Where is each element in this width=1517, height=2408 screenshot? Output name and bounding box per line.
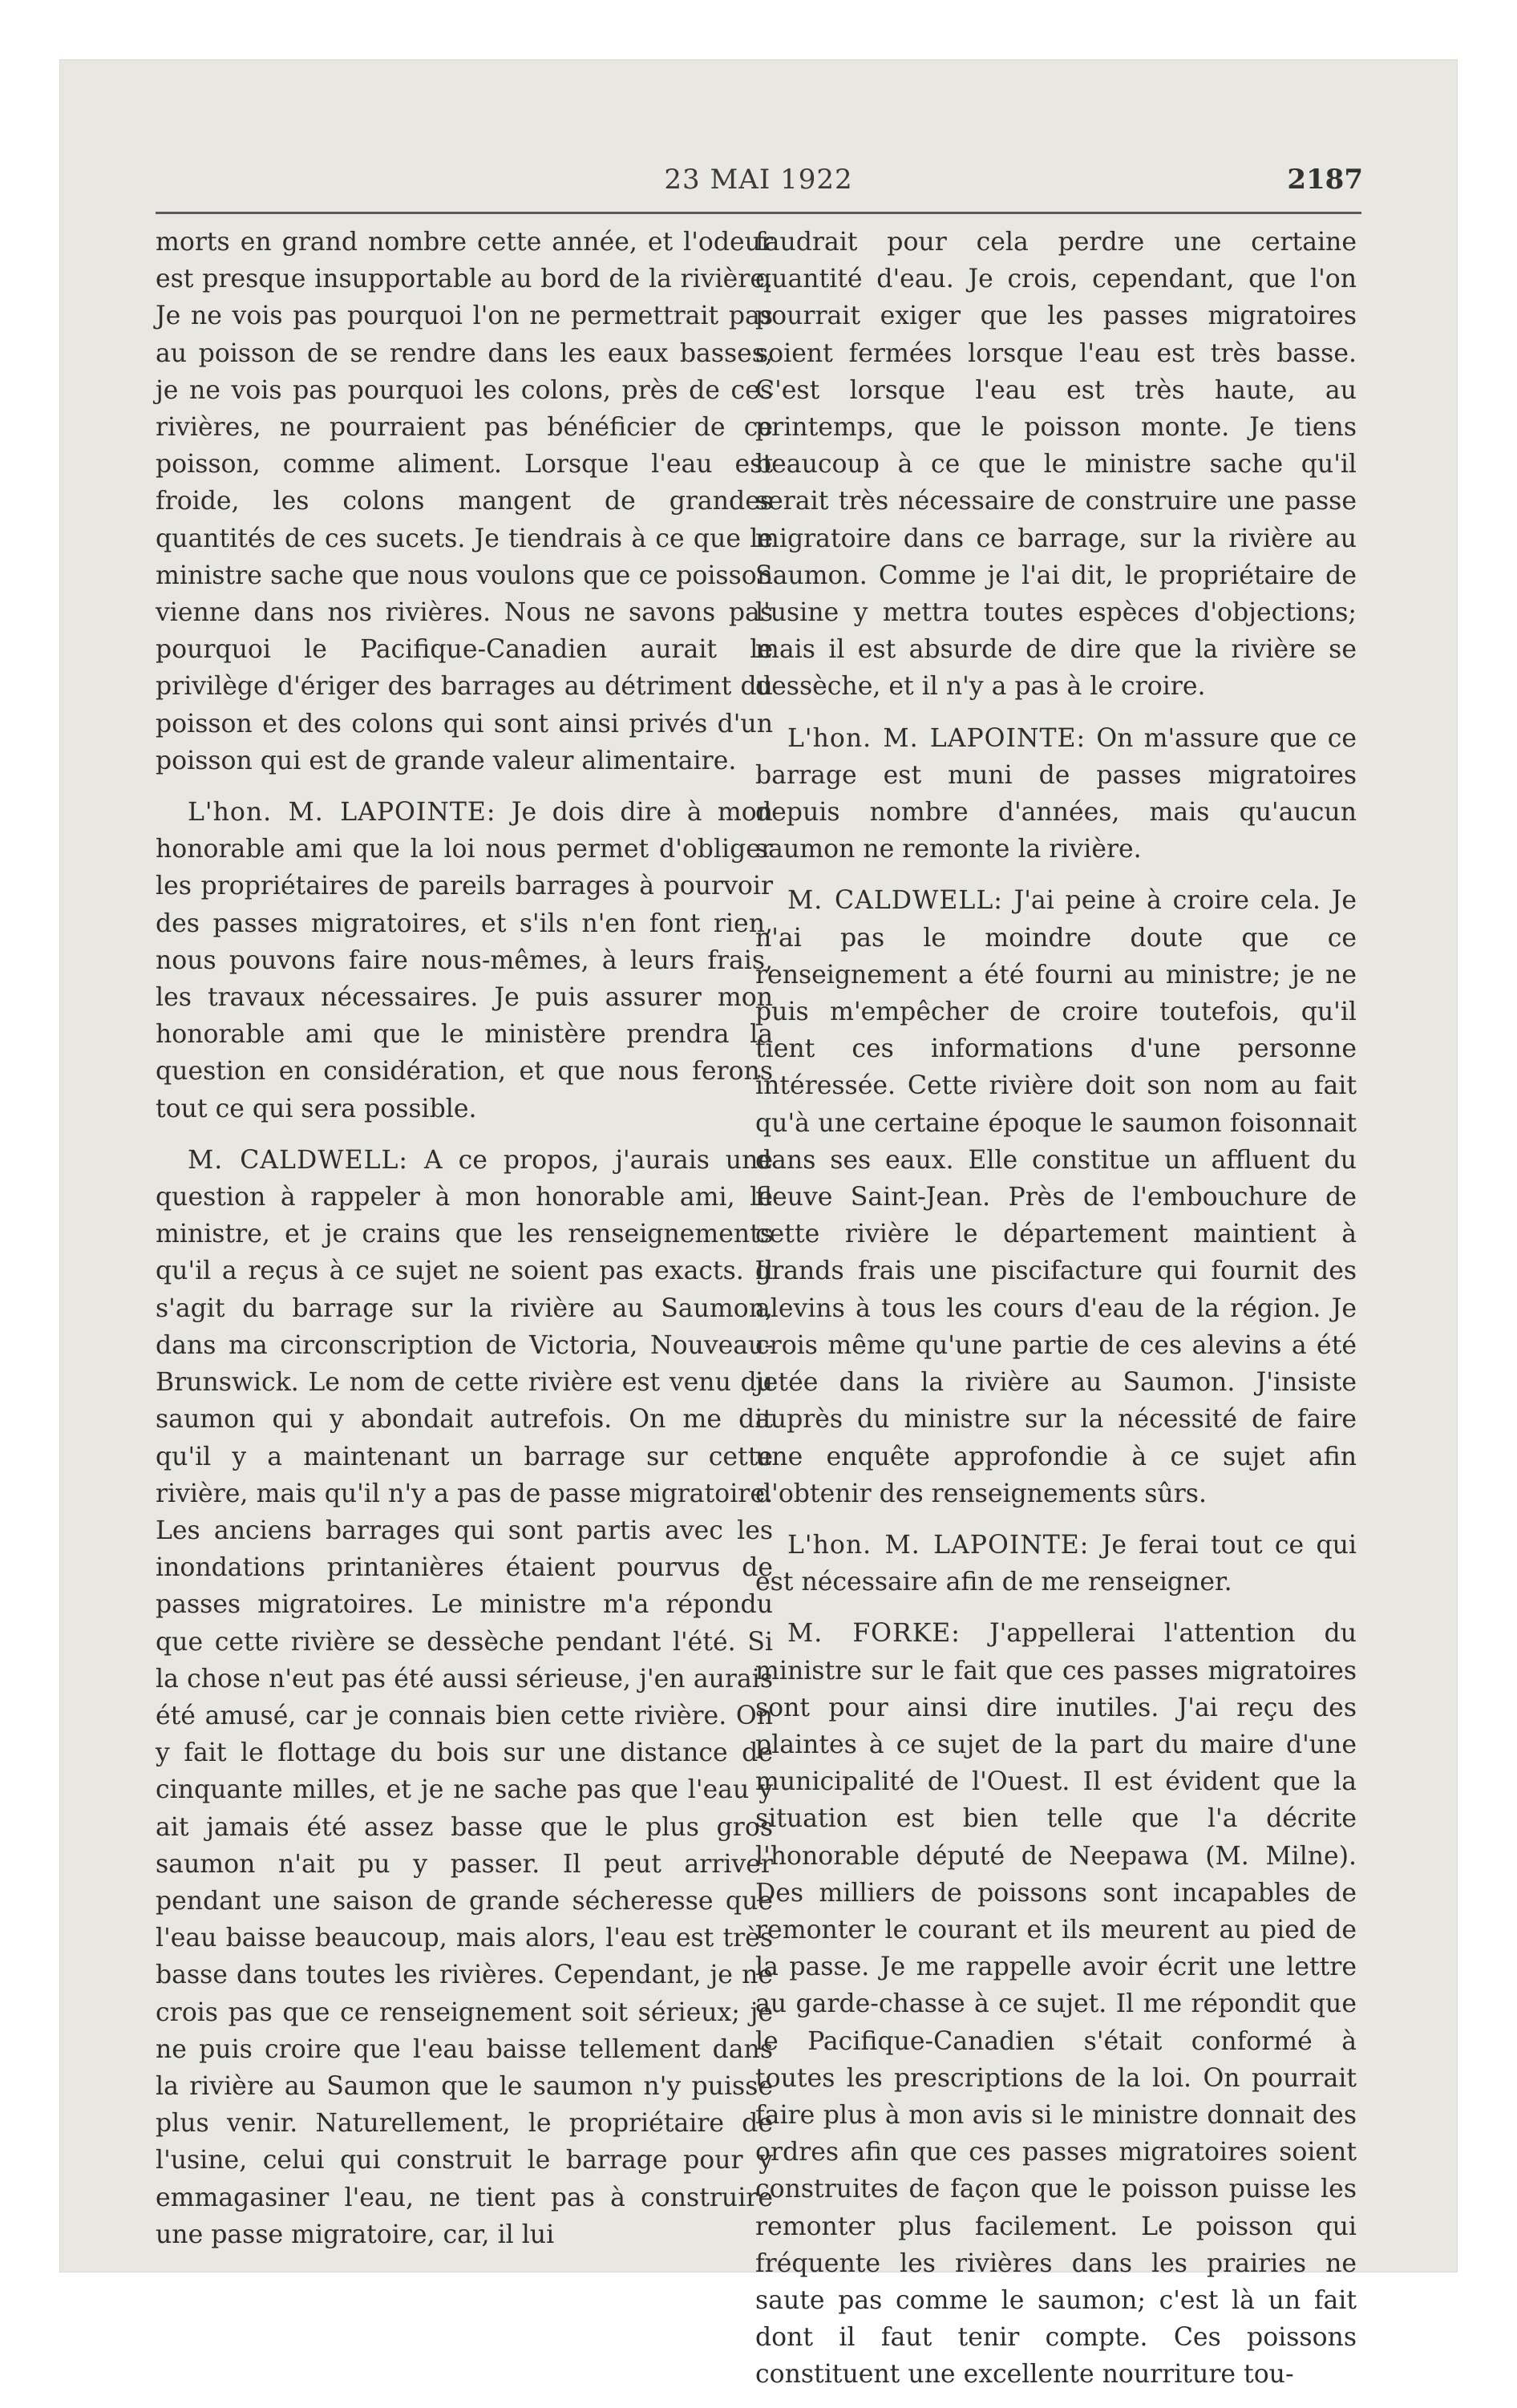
paragraph: faudrait pour cela perdre une certaine quantité d'eau. Je crois, cependant, que l'on pourrait exiger que les passes migratoires soient fermées lorsque l'eau est très basse. C'est lorsque l'eau est très haute, au printemps, que le poisson monte. Je tiens beaucoup à ce que le ministre sache qu'il serait très nécessaire de construire une passe migratoire dans ce barrage, sur la rivière au Saumon. Comme je l'ai dit, le propriétaire de l'usine y mettra toutes espèces d'objections; mais il est absurde de dire que la rivière se dessèche, et il n'y a pas à le croire. bbox=[755, 228, 1357, 702]
header-date: 23 MAI 1922 bbox=[664, 164, 853, 196]
paragraph bbox=[755, 720, 1357, 868]
paragraph bbox=[755, 1615, 1357, 2393]
speech-text: Je dois dire à mon honorable ami que la loi nous permet d'obliger les propriétaires de pareils barrages à pourvoir des passes migratoires, et s'ils n'en font rien, nous pouvons faire nous-mêmes, à leurs frais, les travaux nécessaires. Je puis assurer mon honorable ami que le ministère prendra la question en considération, et que nous ferons tout ce qui sera possible. bbox=[156, 798, 774, 1123]
paragraph bbox=[755, 1527, 1357, 1601]
speech-text: J'ai peine à croire cela. Je n'ai pas le moindre doute que ce renseignement a été fourni au ministre; je ne puis m'empêcher de croire toutefois, qu'il tient ces informations d'une personne intéressée. Cette rivière doit son nom au fait qu'à une certaine époque le saumon foisonnait dans ses eaux. Elle constitue un affluent du fleuve Saint-Jean. Près de l'embouchure de cette rivière le département maintient à grands frais une piscifacture qui fournit des alevins à tous les cours d'eau de la région. Je crois même qu'une partie de ces alevins a été jetée dans la rivière au Saumon. J'insiste auprès du ministre sur la nécessité de faire une enquête approfondie à ce sujet afin d'obtenir des renseignements sûrs. bbox=[755, 886, 1357, 1508]
paragraph bbox=[156, 794, 773, 1127]
page-header bbox=[59, 164, 1458, 212]
speech-text: Je ferai tout ce qui est nécessaire afin de me renseigner. bbox=[755, 1530, 1357, 1597]
speaker-name: L'hon. M. LAPOINTE: bbox=[787, 1530, 1090, 1560]
speech-text: J'appellerai l'attention du ministre sur le fait que ces passes migratoires sont pour ainsi dire inutiles. J'ai reçu des plaintes à ce sujet de la part du maire d'une municipalité de l'Ouest. Il est évident que la situation est bien telle que l'a décrite l'honorable député de Neepawa (M. Milne). Des milliers de poissons sont incapables de remonter le courant et ils meurent au pied de la passe. Je me rappelle avoir écrit une lettre au garde-chasse à ce sujet. Il me répondit que le Pacifique-Canadien s'était conformé à toutes les prescriptions de la loi. On pourrait faire plus à mon avis si le ministre donnait des ordres afin que ces passes migratoires soient construites de façon que le poisson puisse les remonter plus facilement. Le poisson qui fréquente les rivières dans les prairies ne saute pas comme le saumon; c'est là un fait dont il faut tenir compte. Ces poissons constituent une excellente nourriture tou- bbox=[755, 1619, 1357, 2390]
speaker-name: L'hon. M. LAPOINTE: bbox=[188, 798, 496, 828]
document-page bbox=[59, 59, 1458, 2390]
right-column bbox=[755, 224, 1357, 2408]
paragraph bbox=[156, 1142, 773, 2253]
paragraph: morts en grand nombre cette année, et l'odeur est presque insupportable au bord de la rivière. Je ne vois pas pourquoi l'on ne permettrait pas au poisson de se rendre dans les eaux basses, je ne vois pas pourquoi les colons, près de ces rivières, ne pourraient pas bénéficier de ce poisson, comme aliment. Lorsque l'eau est froide, les colons mangent de grandes quantités de ces sucets. Je tiendrais à ce que le ministre sache que nous voulons que ce poisson vienne dans nos rivières. Nous ne savons pas pourquoi le Pacifique-Canadien aurait le privilège d'ériger des barrages au détriment du poisson et des colons qui sont ainsi privés d'un poisson qui est de grande valeur alimentaire. bbox=[156, 228, 773, 775]
speaker-name: M. FORKE: bbox=[787, 1619, 961, 1649]
left-column bbox=[156, 224, 773, 2268]
speaker-name: M. CALDWELL: bbox=[787, 886, 1003, 916]
speech-text: On m'assure que ce barrage est muni de passes migratoires depuis nombre d'années, mais qu'aucun saumon ne remonte la rivière. bbox=[755, 723, 1357, 864]
page-number: 2187 bbox=[1287, 164, 1363, 196]
speech-text: A ce propos, j'aurais une question à rappeler à mon honorable ami, le ministre, et je crains que les renseignements qu'il a reçus à ce sujet ne soient pas exacts. Il s'agit du barrage sur la rivière au Saumon, dans ma circonscription de Victoria, Nouveau-Brunswick. Le nom de cette rivière est venu du saumon qui y abondait autrefois. On me dit qu'il y a maintenant un barrage sur cette rivière, mais qu'il n'y a pas de passe migratoire. Les anciens barrages qui sont partis avec les inondations printanières étaient pourvus de passes migratoires. Le ministre m'a répondu que cette rivière se dessèche pendant l'été. Si la chose n'eut pas été aussi sérieuse, j'en aurais été amusé, car je connais bien cette rivière. On y fait le flottage du bois sur une distance de cinquante milles, et je ne sache pas que l'eau y ait jamais été assez basse que le plus gros saumon n'ait pu y passer. Il peut arriver pendant une saison de grande sécheresse que l'eau baisse beaucoup, mais alors, l'eau est très basse dans toutes les rivières. Cependant, je ne crois pas que ce renseignement soit sérieux; je ne puis croire que l'eau baisse tellement dans la rivière au Saumon que le saumon n'y puisse plus venir. Naturellement, le propriétaire de l'usine, celui qui construit le barrage pour y emmagasiner l'eau, ne tient pas à construire une passe migratoire, car, il lui bbox=[156, 1145, 774, 2249]
paragraph bbox=[755, 882, 1357, 1512]
speaker-name: L'hon. M. LAPOINTE: bbox=[787, 723, 1086, 753]
speaker-name: M. CALDWELL: bbox=[188, 1145, 409, 1175]
header-rule bbox=[156, 212, 1361, 214]
